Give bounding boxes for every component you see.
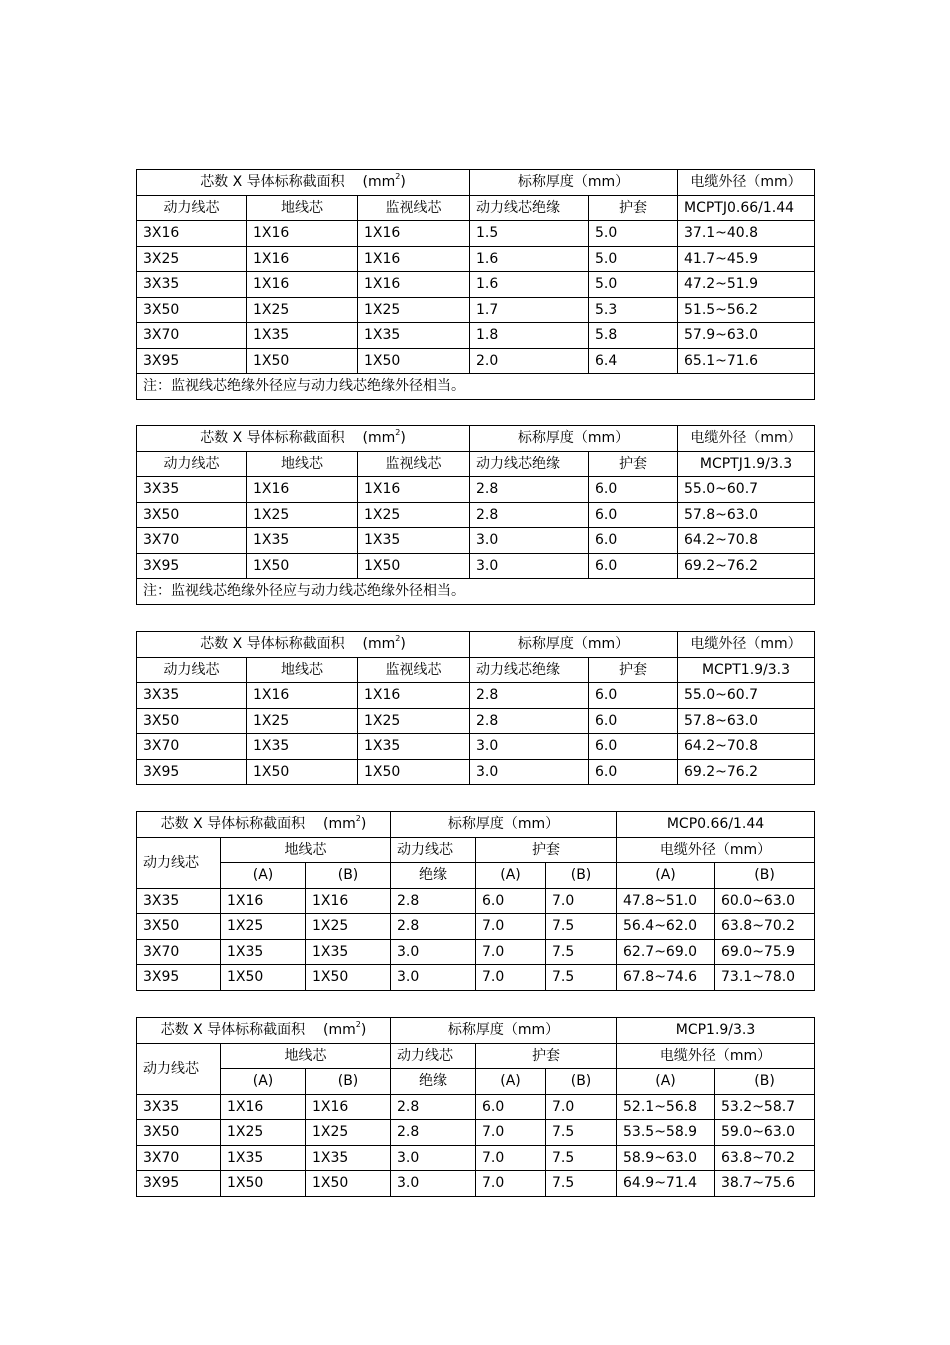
cell: 1X50 <box>221 965 306 991</box>
cell: 57.9~63.0 <box>678 323 815 349</box>
cell: 1X35 <box>306 939 391 965</box>
table-row <box>137 939 815 965</box>
thickness-header: 标称厚度（mm） <box>470 632 678 658</box>
cell: 6.0 <box>589 502 678 528</box>
cell: 1X16 <box>358 221 470 247</box>
spec-table-mcptj-1-9 <box>136 425 815 605</box>
cell: 3.0 <box>391 1145 476 1171</box>
cross-section-header: 芯数 X 导体标称截面积 $(mm^2)$ <box>137 632 470 658</box>
model-header: MCP0.66/1.44 <box>617 812 815 838</box>
cell: 1X16 <box>247 477 358 503</box>
cell: 62.7~69.0 <box>617 939 715 965</box>
subheader-row <box>137 1043 815 1069</box>
cell: 1X25 <box>247 297 358 323</box>
cell: 57.8~63.0 <box>678 708 815 734</box>
cell: 7.0 <box>476 965 546 991</box>
cell: 3X70 <box>137 528 247 554</box>
cell: 1X16 <box>247 683 358 709</box>
power-insulation-header-line2: 绝缘 <box>391 863 476 889</box>
cell: 5.0 <box>589 272 678 298</box>
sheath-header: 护套 <box>589 195 678 221</box>
sheath-header: 护套 <box>589 451 678 477</box>
note-text: 注：监视线芯绝缘外径应与动力线芯绝缘外径相当。 <box>137 579 815 605</box>
cell: 1X25 <box>358 502 470 528</box>
cell: 1X50 <box>247 348 358 374</box>
cell: 6.0 <box>589 683 678 709</box>
table-row <box>137 221 815 247</box>
ground-core-header: 地线芯 <box>247 195 358 221</box>
cell: 5.8 <box>589 323 678 349</box>
cell: 1X25 <box>306 1120 391 1146</box>
cell: 1X25 <box>358 708 470 734</box>
cell: 1X35 <box>221 1145 306 1171</box>
table-row <box>137 759 815 785</box>
cell: 6.0 <box>589 759 678 785</box>
cell: 1.8 <box>470 323 589 349</box>
cell: 1X35 <box>358 323 470 349</box>
header-row <box>137 170 815 196</box>
spec-table-mcp-0-66 <box>136 811 815 991</box>
cell: 1X16 <box>247 246 358 272</box>
monitor-core-header: 监视线芯 <box>358 657 470 683</box>
sheath-header: 护套 <box>476 1043 617 1069</box>
cell: 52.1~56.8 <box>617 1094 715 1120</box>
cell: 60.0~63.0 <box>715 888 815 914</box>
cell: 3X70 <box>137 734 247 760</box>
cell: 1X35 <box>247 323 358 349</box>
cell: 65.1~71.6 <box>678 348 815 374</box>
table-row <box>137 553 815 579</box>
cell: 1X16 <box>358 272 470 298</box>
power-insulation-header: 动力线芯绝缘 <box>470 451 589 477</box>
cell: 3X95 <box>137 965 221 991</box>
cell: 1X25 <box>221 914 306 940</box>
table-row <box>137 1171 815 1197</box>
cell: 1X16 <box>247 272 358 298</box>
power-core-header: 动力线芯 <box>137 1043 221 1094</box>
cell: 53.2~58.7 <box>715 1094 815 1120</box>
ground-core-header: 地线芯 <box>247 451 358 477</box>
cell: 57.8~63.0 <box>678 502 815 528</box>
cell: 3.0 <box>470 734 589 760</box>
cell: 1X50 <box>221 1171 306 1197</box>
cell: 55.0~60.7 <box>678 477 815 503</box>
cell: 7.0 <box>476 939 546 965</box>
model-header: MCPT1.9/3.3 <box>678 657 815 683</box>
cell: 3X35 <box>137 683 247 709</box>
cell: 1X35 <box>247 734 358 760</box>
ground-a-header: (A) <box>221 1069 306 1095</box>
table-row <box>137 246 815 272</box>
cell: 1X50 <box>306 1171 391 1197</box>
subheader-row <box>137 657 815 683</box>
cell: 1X35 <box>358 734 470 760</box>
cell: 1X16 <box>358 477 470 503</box>
cell: 3.0 <box>470 528 589 554</box>
cell: 7.5 <box>546 965 617 991</box>
cell: 1X50 <box>358 759 470 785</box>
power-insulation-header: 动力线芯绝缘 <box>470 195 589 221</box>
table-row <box>137 502 815 528</box>
cell: 55.0~60.7 <box>678 683 815 709</box>
cell: 2.8 <box>470 683 589 709</box>
cell: 73.1~78.0 <box>715 965 815 991</box>
table-row <box>137 1120 815 1146</box>
cell: 7.0 <box>476 1120 546 1146</box>
table-row <box>137 348 815 374</box>
model-header: MCP1.9/3.3 <box>617 1018 815 1044</box>
cell: 1X35 <box>358 528 470 554</box>
cell: 1X35 <box>247 528 358 554</box>
cell: 3X70 <box>137 1145 221 1171</box>
cell: 3.0 <box>391 1171 476 1197</box>
cell: 63.8~70.2 <box>715 1145 815 1171</box>
power-insulation-header-line2: 绝缘 <box>391 1069 476 1095</box>
table-row <box>137 708 815 734</box>
ground-b-header: (B) <box>306 863 391 889</box>
header-row <box>137 632 815 658</box>
ground-b-header: (B) <box>306 1069 391 1095</box>
cell: 47.2~51.9 <box>678 272 815 298</box>
diameter-b-header: (B) <box>715 863 815 889</box>
cell: 51.5~56.2 <box>678 297 815 323</box>
model-header: MCPTJ1.9/3.3 <box>678 451 815 477</box>
cell: 1X16 <box>247 221 358 247</box>
sheath-header: 护套 <box>589 657 678 683</box>
cell: 1X25 <box>247 708 358 734</box>
table-row <box>137 1094 815 1120</box>
cross-section-header: 芯数 X 导体标称截面积 $(mm^2)$ <box>137 426 470 452</box>
table-row <box>137 323 815 349</box>
subheader-row <box>137 863 815 889</box>
diameter-b-header: (B) <box>715 1069 815 1095</box>
cell: 1X50 <box>247 759 358 785</box>
cell: 1X25 <box>247 502 358 528</box>
sheath-header: 护套 <box>476 837 617 863</box>
cell: 7.5 <box>546 1171 617 1197</box>
power-insulation-header-line1: 动力线芯 <box>391 1043 476 1069</box>
subheader-row <box>137 451 815 477</box>
diameter-header: 电缆外径（mm） <box>678 632 815 658</box>
table-row <box>137 528 815 554</box>
power-insulation-header-line1: 动力线芯 <box>391 837 476 863</box>
cell: 3X95 <box>137 553 247 579</box>
ground-core-header: 地线芯 <box>221 1043 391 1069</box>
cell: 1X50 <box>358 348 470 374</box>
cell: 3X25 <box>137 246 247 272</box>
cell: 69.2~76.2 <box>678 759 815 785</box>
cell: 2.8 <box>391 888 476 914</box>
ground-core-header: 地线芯 <box>247 657 358 683</box>
cross-section-header: 芯数 X 导体标称截面积 $(mm^2)$ <box>137 170 470 196</box>
cell: 3X35 <box>137 888 221 914</box>
cell: 7.5 <box>546 1145 617 1171</box>
cell: 1X50 <box>247 553 358 579</box>
thickness-header: 标称厚度（mm） <box>391 812 617 838</box>
cell: 1X16 <box>306 888 391 914</box>
cell: 3X50 <box>137 708 247 734</box>
cell: 1X25 <box>358 297 470 323</box>
cell: 64.2~70.8 <box>678 734 815 760</box>
note-text: 注：监视线芯绝缘外径应与动力线芯绝缘外径相当。 <box>137 374 815 400</box>
table-row <box>137 888 815 914</box>
ground-core-header: 地线芯 <box>221 837 391 863</box>
cell: 3X50 <box>137 1120 221 1146</box>
diameter-header: 电缆外径（mm） <box>678 426 815 452</box>
cell: 1X16 <box>306 1094 391 1120</box>
cell: 37.1~40.8 <box>678 221 815 247</box>
cell: 6.0 <box>589 553 678 579</box>
cell: 3X50 <box>137 502 247 528</box>
cell: 1X16 <box>358 683 470 709</box>
table-row <box>137 914 815 940</box>
cell: 3X50 <box>137 914 221 940</box>
cell: 64.9~71.4 <box>617 1171 715 1197</box>
cell: 5.0 <box>589 221 678 247</box>
cell: 2.8 <box>470 477 589 503</box>
diameter-header: 电缆外径（mm） <box>678 170 815 196</box>
cell: 47.8~51.0 <box>617 888 715 914</box>
table-row <box>137 683 815 709</box>
cell: 3X35 <box>137 1094 221 1120</box>
note-row <box>137 579 815 605</box>
cell: 7.0 <box>476 1171 546 1197</box>
cell: 7.0 <box>476 1145 546 1171</box>
cell: 2.8 <box>391 1094 476 1120</box>
cell: 38.7~75.6 <box>715 1171 815 1197</box>
spec-table-mcpt-1-9 <box>136 631 815 785</box>
cell: 3X70 <box>137 939 221 965</box>
cell: 59.0~63.0 <box>715 1120 815 1146</box>
cell: 63.8~70.2 <box>715 914 815 940</box>
cell: 1X16 <box>358 246 470 272</box>
cell: 69.0~75.9 <box>715 939 815 965</box>
cell: 5.3 <box>589 297 678 323</box>
cell: 2.0 <box>470 348 589 374</box>
cell: 67.8~74.6 <box>617 965 715 991</box>
power-core-header: 动力线芯 <box>137 657 247 683</box>
cell: 2.8 <box>470 708 589 734</box>
cell: 3X35 <box>137 272 247 298</box>
cell: 1.6 <box>470 272 589 298</box>
cell: 3X70 <box>137 323 247 349</box>
cell: 69.2~76.2 <box>678 553 815 579</box>
cross-section-header: 芯数 X 导体标称截面积 $(mm^2)$ <box>137 1018 391 1044</box>
sheath-a-header: (A) <box>476 1069 546 1095</box>
cell: 3X35 <box>137 477 247 503</box>
cell: 41.7~45.9 <box>678 246 815 272</box>
sheath-b-header: (B) <box>546 1069 617 1095</box>
cell: 6.0 <box>589 708 678 734</box>
cell: 7.0 <box>546 1094 617 1120</box>
cell: 1X16 <box>221 888 306 914</box>
cell: 3.0 <box>470 553 589 579</box>
table-row <box>137 272 815 298</box>
cell: 3X95 <box>137 348 247 374</box>
diameter-a-header: (A) <box>617 863 715 889</box>
cell: 3.0 <box>391 965 476 991</box>
cell: 3X95 <box>137 759 247 785</box>
cell: 6.0 <box>476 1094 546 1120</box>
monitor-core-header: 监视线芯 <box>358 195 470 221</box>
cell: 1X25 <box>306 914 391 940</box>
cell: 1.5 <box>470 221 589 247</box>
cell: 2.8 <box>391 1120 476 1146</box>
cell: 64.2~70.8 <box>678 528 815 554</box>
header-row <box>137 1018 815 1044</box>
cell: 7.5 <box>546 939 617 965</box>
header-row <box>137 812 815 838</box>
spec-table-mcp-1-9 <box>136 1017 815 1197</box>
cell: 53.5~58.9 <box>617 1120 715 1146</box>
sheath-a-header: (A) <box>476 863 546 889</box>
table-row <box>137 297 815 323</box>
ground-a-header: (A) <box>221 863 306 889</box>
thickness-header: 标称厚度（mm） <box>470 170 678 196</box>
cell: 1X35 <box>306 1145 391 1171</box>
table-row <box>137 965 815 991</box>
subheader-row <box>137 1069 815 1095</box>
cell: 3X16 <box>137 221 247 247</box>
diameter-header: 电缆外径（mm） <box>617 837 815 863</box>
cell: 1X50 <box>306 965 391 991</box>
cell: 3X50 <box>137 297 247 323</box>
cell: 3.0 <box>470 759 589 785</box>
cell: 1X50 <box>358 553 470 579</box>
thickness-header: 标称厚度（mm） <box>470 426 678 452</box>
table-row <box>137 477 815 503</box>
subheader-row <box>137 837 815 863</box>
cell: 1X25 <box>221 1120 306 1146</box>
cross-section-header: 芯数 X 导体标称截面积 $(mm^2)$ <box>137 812 391 838</box>
cell: 6.0 <box>589 528 678 554</box>
cell: 2.8 <box>470 502 589 528</box>
cell: 6.0 <box>589 734 678 760</box>
cell: 6.0 <box>589 477 678 503</box>
cell: 1X35 <box>221 939 306 965</box>
cell: 3X95 <box>137 1171 221 1197</box>
cell: 3.0 <box>391 939 476 965</box>
cell: 7.0 <box>476 914 546 940</box>
subheader-row <box>137 195 815 221</box>
power-core-header: 动力线芯 <box>137 837 221 888</box>
cell: 1X16 <box>221 1094 306 1120</box>
cell: 5.0 <box>589 246 678 272</box>
monitor-core-header: 监视线芯 <box>358 451 470 477</box>
cell: 6.4 <box>589 348 678 374</box>
cell: 56.4~62.0 <box>617 914 715 940</box>
power-core-header: 动力线芯 <box>137 451 247 477</box>
model-header: MCPTJ0.66/1.44 <box>678 195 815 221</box>
table-row <box>137 1145 815 1171</box>
power-core-header: 动力线芯 <box>137 195 247 221</box>
diameter-header: 电缆外径（mm） <box>617 1043 815 1069</box>
cell: 58.9~63.0 <box>617 1145 715 1171</box>
cell: 6.0 <box>476 888 546 914</box>
cell: 1.6 <box>470 246 589 272</box>
power-insulation-header: 动力线芯绝缘 <box>470 657 589 683</box>
sheath-b-header: (B) <box>546 863 617 889</box>
thickness-header: 标称厚度（mm） <box>391 1018 617 1044</box>
diameter-a-header: (A) <box>617 1069 715 1095</box>
table-row <box>137 734 815 760</box>
note-row <box>137 374 815 400</box>
cell: 7.0 <box>546 888 617 914</box>
cell: 7.5 <box>546 914 617 940</box>
spec-table-mcptj-0-66 <box>136 169 815 400</box>
cell: 1.7 <box>470 297 589 323</box>
cell: 7.5 <box>546 1120 617 1146</box>
header-row <box>137 426 815 452</box>
cell: 2.8 <box>391 914 476 940</box>
